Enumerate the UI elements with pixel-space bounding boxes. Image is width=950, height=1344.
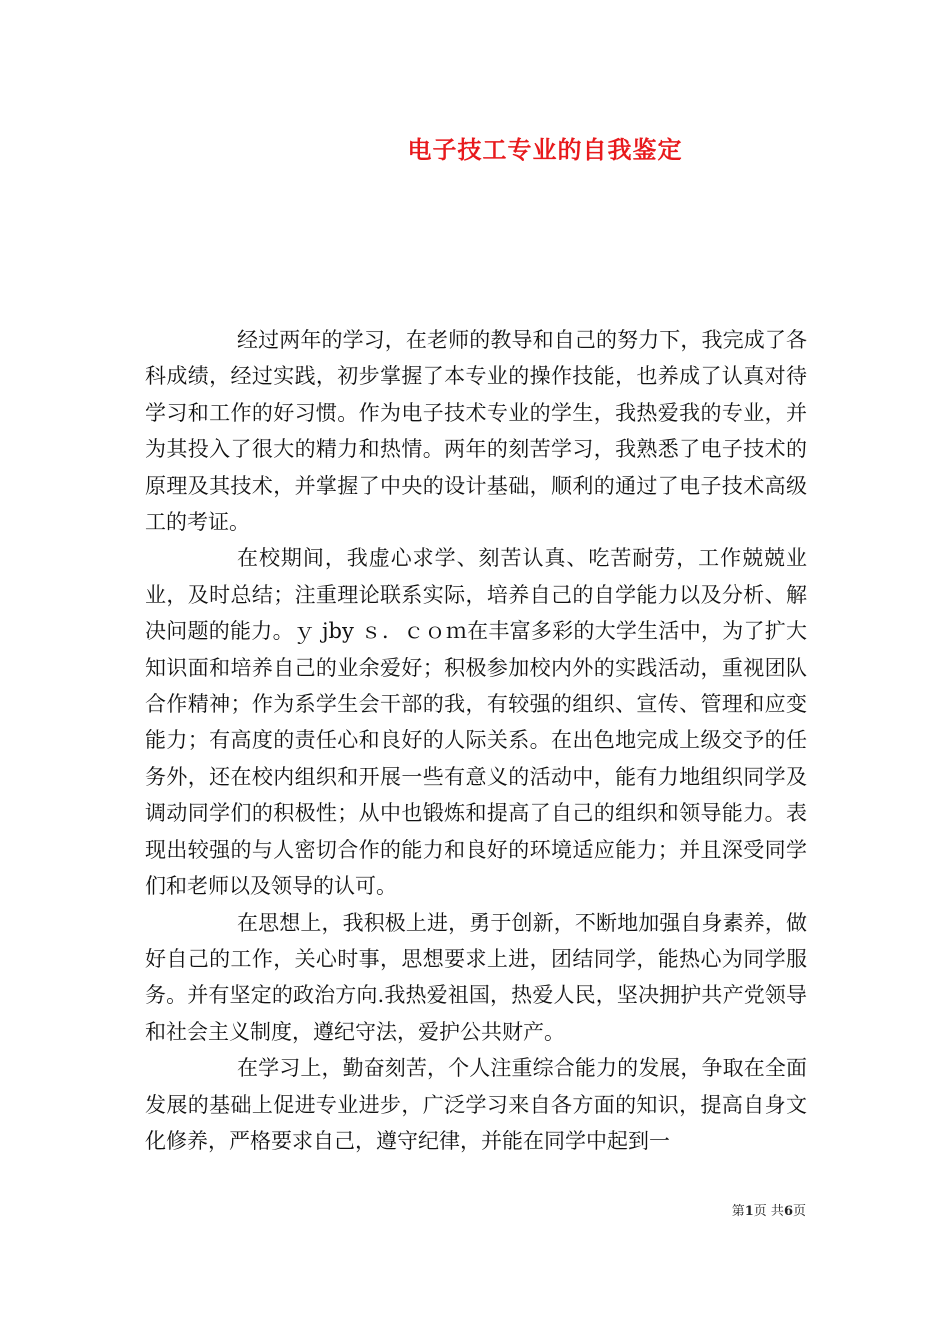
footer-middle: 页 共 bbox=[753, 1204, 784, 1219]
footer-suffix: 页 bbox=[792, 1204, 806, 1219]
document-title: 电子技工专业的自我鉴定 bbox=[407, 135, 683, 164]
footer-prefix: 第 bbox=[731, 1204, 745, 1219]
page-number-footer bbox=[732, 1203, 806, 1221]
paragraph-4: 在学习上，勤奋刻苦，个人注重综合能力的发展，争取在全面发展的基础上促进专业进步，广泛学习来自各方面的知识，提高自身文化修养，严格要求自己，遵守纪律，并能在同学中起到一 bbox=[145, 1056, 807, 1153]
paragraph-1: 经过两年的学习，在老师的教导和自己的努力下，我完成了各科成绩，经过实践，初步掌握了本专业的操作技能，也养成了认真对待学习和工作的好习惯。作为电子技术专业的学生，我热爱我的专业，并为其投入了很大的精力和热情。两年的刻苦学习，我熟悉了电子技术的原理及其技术，并掌握了中央的设计基础，顺利的通过了电子技术高级工的考证。 bbox=[145, 328, 807, 535]
paragraph-3: 在思想上，我积极上进，勇于创新，不断地加强自身素养，做好自己的工作，关心时事，思想要求上进，团结同学，能热心为同学服务。并有坚定的政治方向.我热爱祖国，热爱人民，坚决拥护共产党领导和社会主义制度，遵纪守法，爱护公共财产。 bbox=[145, 910, 807, 1044]
document-body bbox=[145, 322, 807, 1159]
footer-total-pages: 6 bbox=[783, 1204, 793, 1219]
footer-page-number: 1 bbox=[744, 1204, 754, 1219]
paragraph-2: 在校期间，我虚心求学、刻苦认真、吃苦耐劳，工作兢兢业业，及时总结；注重理论联系实际，培养自己的自学能力以及分析、解决问题的能力。ｙ jby ｓ．ｃｏｍ在丰富多彩的大学生活中，为了扩大知识面和培养自己的业余爱好；积极参加校内外的实践活动，重视团队合作精神；作为系学生会干部的我，有较强的组织、宣传、管理和应变能力；有高度的责任心和良好的人际关系。在出色地完成上级交予的任务外，还在校内组织和开展一些有意义的活动中，能有力地组织同学及调动同学们的积极性；从中也锻炼和提高了自己的组织和领导能力。表现出较强的与人密切合作的能力和良好的环境适应能力；并且深受同学们和老师以及领导的认可。 bbox=[145, 546, 807, 899]
